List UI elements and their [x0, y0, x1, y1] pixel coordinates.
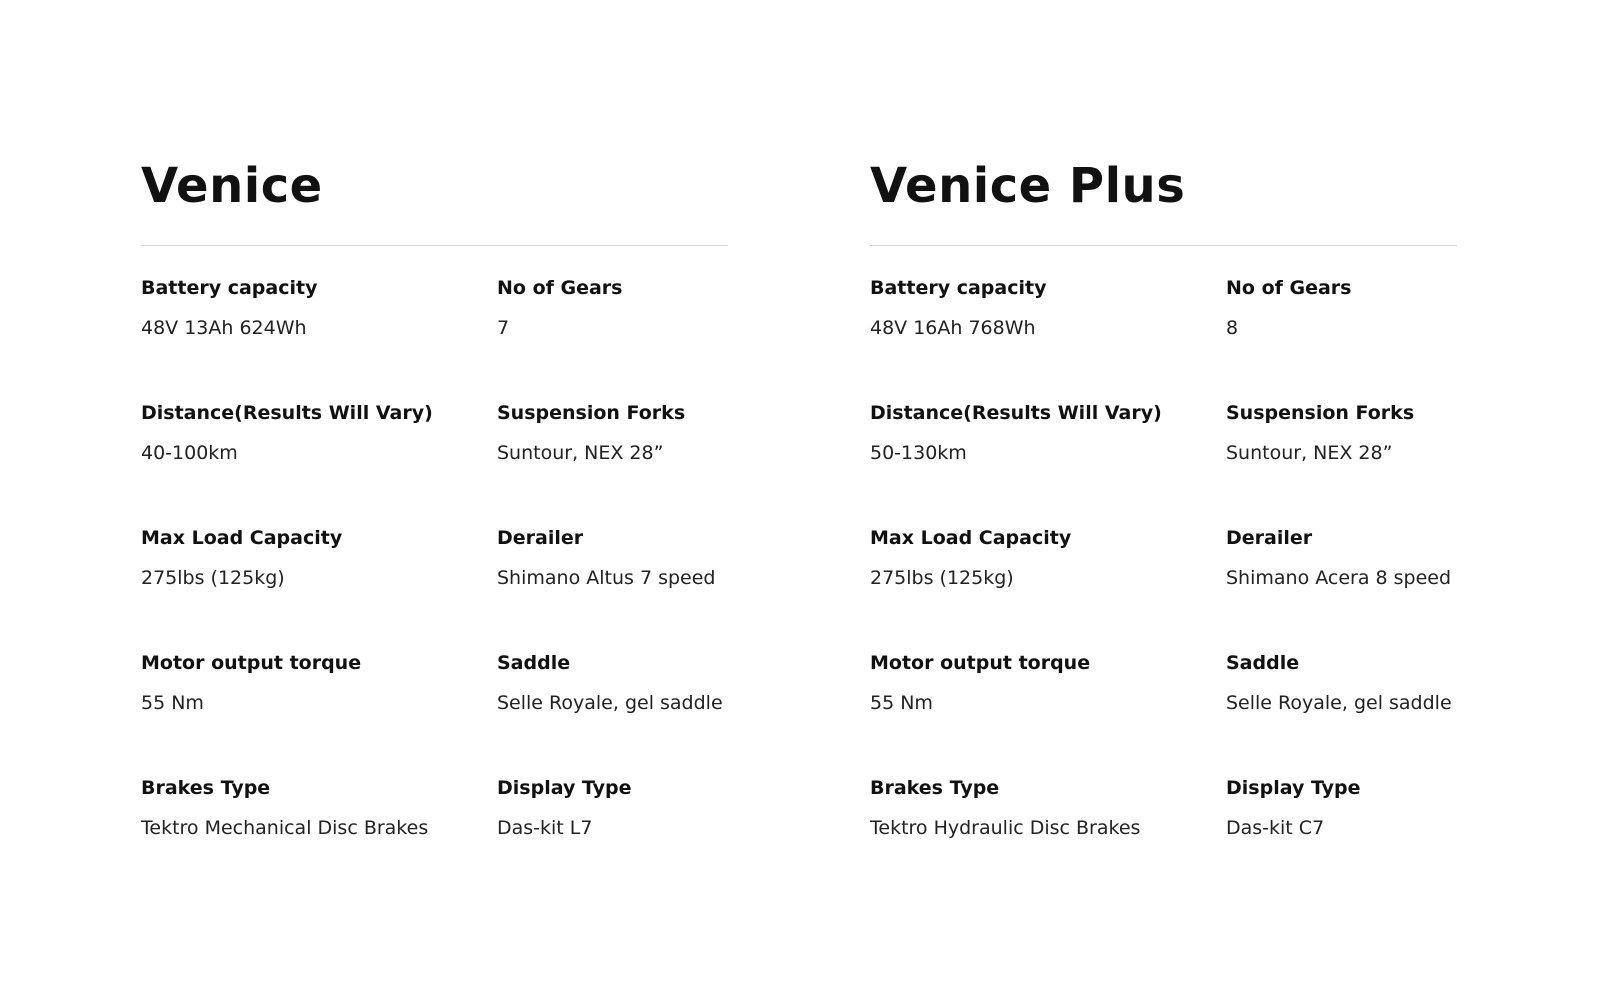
spec-label: Battery capacity [141, 277, 318, 299]
model-title: Venice Plus [870, 158, 1186, 214]
spec-value: 55 Nm [141, 692, 204, 714]
spec-label: Max Load Capacity [870, 527, 1072, 549]
spec-grid [141, 269, 728, 894]
spec-display-type [497, 769, 737, 894]
model-venice [141, 158, 728, 894]
spec-display-type [1226, 769, 1466, 894]
spec-value: 275lbs (125kg) [141, 567, 285, 589]
spec-max-load [870, 519, 1226, 644]
spec-battery-capacity [870, 269, 1226, 394]
spec-value: 275lbs (125kg) [870, 567, 1014, 589]
spec-suspension-forks [497, 394, 737, 519]
spec-max-load [141, 519, 497, 644]
spec-label: Max Load Capacity [141, 527, 343, 549]
divider [870, 245, 1457, 246]
spec-distance [870, 394, 1226, 519]
spec-label: Display Type [1226, 777, 1361, 799]
spec-label: Derailer [497, 527, 584, 549]
spec-value: Shimano Altus 7 speed [497, 567, 716, 589]
spec-motor-torque [870, 644, 1226, 769]
spec-label: Derailer [1226, 527, 1313, 549]
spec-label: Brakes Type [141, 777, 271, 799]
spec-value: Das-kit C7 [1226, 817, 1325, 839]
spec-grid [870, 269, 1457, 894]
spec-label: Distance(Results Will Vary) [870, 402, 1162, 424]
spec-label: No of Gears [497, 277, 623, 299]
spec-label: Brakes Type [870, 777, 1000, 799]
spec-label: Battery capacity [870, 277, 1047, 299]
spec-brakes-type [870, 769, 1226, 894]
spec-value: 48V 16Ah 768Wh [870, 317, 1036, 339]
spec-motor-torque [141, 644, 497, 769]
spec-value: 55 Nm [870, 692, 933, 714]
spec-value: Selle Royale, gel saddle [1226, 692, 1452, 714]
spec-value: Shimano Acera 8 speed [1226, 567, 1452, 589]
spec-label: Motor output torque [141, 652, 362, 674]
spec-value: 40-100km [141, 442, 238, 464]
spec-label: Saddle [1226, 652, 1300, 674]
spec-label: Saddle [497, 652, 571, 674]
model-comparison [141, 158, 1481, 894]
divider [141, 245, 728, 246]
spec-derailer [1226, 519, 1466, 644]
spec-value: Selle Royale, gel saddle [497, 692, 723, 714]
spec-label: Suspension Forks [497, 402, 686, 424]
spec-value: Das-kit L7 [497, 817, 593, 839]
spec-label: Motor output torque [870, 652, 1091, 674]
spec-label: Distance(Results Will Vary) [141, 402, 433, 424]
spec-value: 8 [1226, 317, 1239, 339]
spec-gears [1226, 269, 1466, 394]
model-title: Venice [141, 158, 323, 214]
spec-value: 7 [497, 317, 510, 339]
spec-label: Display Type [497, 777, 632, 799]
spec-value: Suntour, NEX 28” [497, 442, 664, 464]
spec-distance [141, 394, 497, 519]
spec-value: Suntour, NEX 28” [1226, 442, 1393, 464]
spec-value: 48V 13Ah 624Wh [141, 317, 307, 339]
spec-saddle [497, 644, 737, 769]
spec-label: Suspension Forks [1226, 402, 1415, 424]
spec-gears [497, 269, 737, 394]
model-venice-plus [870, 158, 1457, 894]
spec-battery-capacity [141, 269, 497, 394]
spec-value: Tektro Hydraulic Disc Brakes [870, 817, 1141, 839]
spec-saddle [1226, 644, 1466, 769]
spec-label: No of Gears [1226, 277, 1352, 299]
spec-brakes-type [141, 769, 497, 894]
spec-value: Tektro Mechanical Disc Brakes [141, 817, 429, 839]
spec-suspension-forks [1226, 394, 1466, 519]
spec-value: 50-130km [870, 442, 967, 464]
spec-derailer [497, 519, 737, 644]
